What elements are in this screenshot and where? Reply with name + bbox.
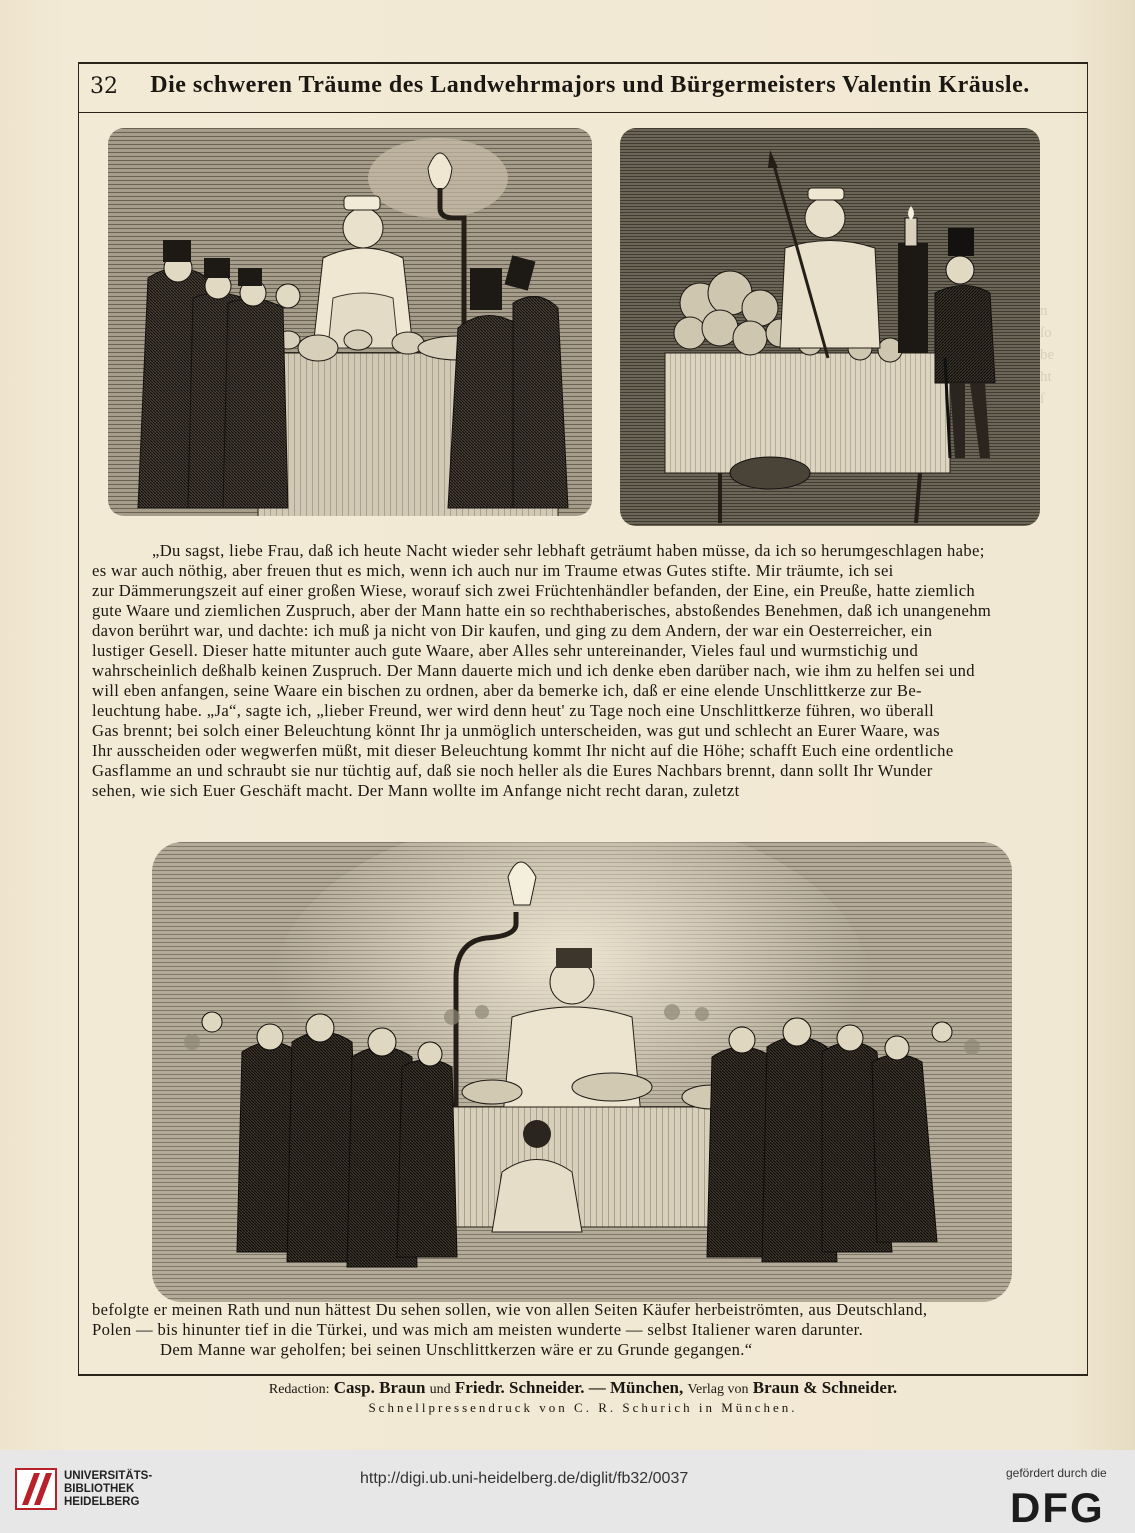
page-title: Die schweren Träume des Landwehrmajors und Bürgermeisters Valentin Kräusle.	[150, 72, 1030, 98]
illustration-fruit-vendor-gaslight	[108, 128, 592, 516]
city: München,	[609, 1378, 684, 1397]
library-name	[64, 1470, 152, 1509]
text-line: zur Dämmerungszeit auf einer großen Wiese, worauf sich zwei Früchtenhändler befanden, der Eine, ein Preuße, hatte ziemlich	[92, 581, 976, 600]
dfg-logo: DFG	[1010, 1484, 1105, 1531]
illustration-crowded-market	[152, 842, 1012, 1302]
text-line: befolgte er meinen Rath und nun hättest Du sehen sollen, wie von allen Seiten Käufer herbeiströmten, aus Deutschland,	[92, 1300, 928, 1319]
publisher-name: Braun & Schneider.	[752, 1378, 898, 1397]
text-line: will eben anfangen, seine Waare ein bischen zu ordnen, aber da bemerke ich, daß er eine elende Unschlittkerze zur Be-	[92, 681, 922, 700]
text-line: lustiger Gesell. Dieser hatte mitunter auch gute Waare, aber Alles sehr untereinander, Vieles faul und wurmstichig und	[92, 641, 919, 660]
library-line: UNIVERSITÄTS-	[64, 1470, 153, 1482]
text-line: es war auch nöthig, aber freuen thut es mich, wenn ich auch nur im Traume etwas Gutes stifte. Mir träumte, ich sei	[92, 561, 894, 580]
library-line: BIBLIOTHEK	[64, 1483, 135, 1495]
university-logo-icon	[14, 1465, 58, 1513]
text-line: Dem Manne war geholfen; bei seinen Unschlittkerzen wäre er zu Grunde gegangen.“	[160, 1340, 753, 1359]
redaction-label: Redaction:	[268, 1382, 330, 1397]
library-line: HEIDELBERG	[64, 1496, 140, 1508]
printer-line: Schnellpressendruck von C. R. Schurich in München.	[368, 1400, 798, 1415]
editor-name-2: Friedr. Schneider.	[454, 1378, 585, 1397]
text-line: Polen — bis hinunter tief in die Türkei, und was mich am meisten wunderte — selbst Italiener waren darunter.	[92, 1320, 864, 1339]
illustration-fruit-vendor-lantern	[620, 128, 1040, 526]
text-line: wahrscheinlich deßhalb keinen Zuspruch. Der Mann dauerte mich und ich denke eben darüber nach, wie ihm zu helfen sei und	[92, 661, 975, 680]
text-line: sehen, wie sich Euer Geschäft macht. Der Mann wollte im Anfange nicht recht daran, zuletzt	[92, 781, 740, 800]
publisher-label: Verlag von	[687, 1382, 749, 1397]
text-line: leuchtung habe. „Ja“, sagte ich, „lieber Freund, wer wird denn heut' zu Tage noch eine Unschlittkerze führen, wo überall	[92, 701, 935, 720]
text-line: gute Waare und ziemlichen Zuspruch, aber der Mann hatte ein so rechthaberisches, abstoßendes Benehmen, daß ich unangenehm	[92, 601, 992, 620]
text-line: Gas brennt; bei solch einer Beleuchtung könnt Ihr ja unmöglich unterscheiden, was gut und schlecht an Eurer Waare, was	[92, 721, 940, 740]
text-line: „Du sagst, liebe Frau, daß ich heute Nacht wieder sehr lebhaft geträumt haben müsse, da ich so herumgeschlagen habe;	[152, 541, 985, 560]
funding-note: gefördert durch die	[1006, 1466, 1107, 1480]
text-line: Ihr ausscheiden oder wegwerfen müßt, mit dieser Beleuchtung kommt Ihr nicht auf die Höhe; schafft Euch eine ordentliche	[92, 741, 954, 760]
permalink[interactable]: http://digi.ub.uni-heidelberg.de/diglit/fb32/0037	[360, 1470, 689, 1487]
footer-bar	[0, 1450, 1135, 1533]
paragraph-2	[92, 1300, 1082, 1364]
editor-name: Casp. Braun	[333, 1378, 426, 1397]
conjunction: und	[429, 1382, 451, 1397]
paragraph-1	[92, 541, 1082, 813]
text-line: davon berührt war, und dachte: ich muß ja nicht von Dir kaufen, und ging zu dem Andern, der war ein Oesterreicher, ein	[92, 621, 933, 640]
bottom-rule	[78, 1374, 1088, 1376]
editorial-credits	[78, 1378, 1088, 1398]
page-number: 32	[90, 74, 118, 99]
text-line: Gasflamme an und schraubt sie nur tüchtig auf, daß sie noch heller als die Eures Nachbars brennt, dann sollt Ihr Wunder	[92, 761, 933, 780]
dash: —	[588, 1378, 606, 1397]
header-rule	[78, 112, 1088, 113]
bleed-through-text: n ſo be ht ſ	[1040, 303, 1055, 407]
top-rule	[78, 62, 1088, 64]
